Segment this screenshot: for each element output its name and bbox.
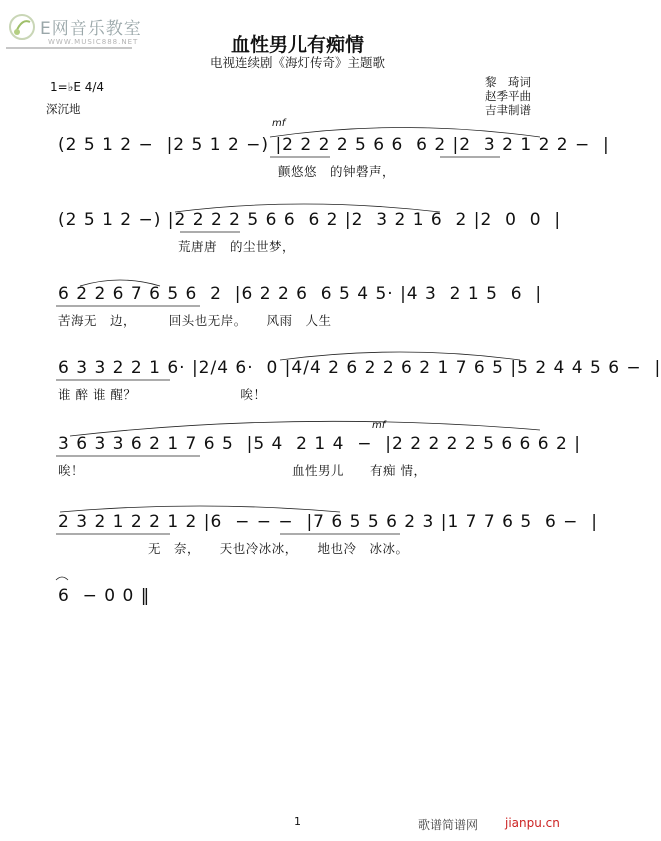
- song-title: 血性男儿有痴情: [230, 34, 364, 56]
- lyrics-line-3: 苦海无 边， 回头也无岸。 风雨 人生: [58, 313, 332, 328]
- dynamic-mark-mf: mf: [272, 118, 286, 129]
- song-subtitle: 电视连续剧《海灯传奇》主题歌: [209, 55, 385, 70]
- score-line-4: 6 3 3 2 2 1 6· |2/4 6· 0 |4/4 2 6 2 2 6 2 1 7 6 5 |5 2 4 4 5 6 − |: [58, 358, 661, 378]
- score-line-1: (2 5 1 2 − |2 5 1 2 −) |2 2 2 2 5 6 6 6 2 |2 3 2 1 2 2 − |: [58, 135, 610, 155]
- score-line-3: 6 2 2 6 7 6 5 6 2 |6 2 2 6 6 5 4 5· |4 3 2 1 5 6 |: [58, 284, 543, 304]
- lyrics-line-5: 唉！ 血性男儿 有痴 情，: [58, 463, 427, 478]
- score-line-6: 2 3 2 1 2 2 1 2 |6 − − − |7 6 5 5 6 2 3 |1 7 7 6 5 6 − |: [58, 512, 598, 532]
- key-signature: 1=♭E 4/4: [50, 80, 105, 94]
- tempo-marking: 深沉地: [46, 102, 81, 116]
- transcriber-credit: 吉聿制谱: [485, 103, 531, 117]
- lyrics-line-4: 谁 醉 谁 醒？ 唉！: [58, 387, 267, 402]
- site-url: WWW.MUSIC888.NET: [48, 38, 139, 46]
- lyrics-line-2: 荒唐唐 的尘世梦，: [178, 239, 296, 254]
- lyrics-line-6: 无 奈， 天也冷冰冰， 地也冷 冰冰。: [148, 541, 409, 556]
- watermark-site: 歌谱简谱网: [418, 818, 479, 832]
- lyrics-line-1: 颤悠悠 的钟磬声，: [278, 164, 396, 179]
- site-logo-text: E网音乐教室: [40, 19, 142, 39]
- composer-credit: 赵季平曲: [485, 89, 531, 103]
- score-line-5: 3 6 3 3 6 2 1 7 6 5 |5 4 2 1 4 − |2 2 2 2 2 5 6 6 6 2 |: [58, 434, 581, 454]
- page-number: 1: [294, 815, 301, 828]
- score-line-2: (2 5 1 2 −) |2 2 2 2 5 6 6 6 2 |2 3 2 1 6 2 |2 0 0 |: [58, 210, 562, 230]
- dynamic-mark-mf: mf: [372, 420, 386, 431]
- fermata-mark: [56, 577, 68, 580]
- score-line-7: 6 − 0 0 ‖: [58, 586, 151, 606]
- watermark-url: jianpu.cn: [505, 816, 560, 830]
- lyricist-credit: 黎 琦词: [485, 75, 531, 89]
